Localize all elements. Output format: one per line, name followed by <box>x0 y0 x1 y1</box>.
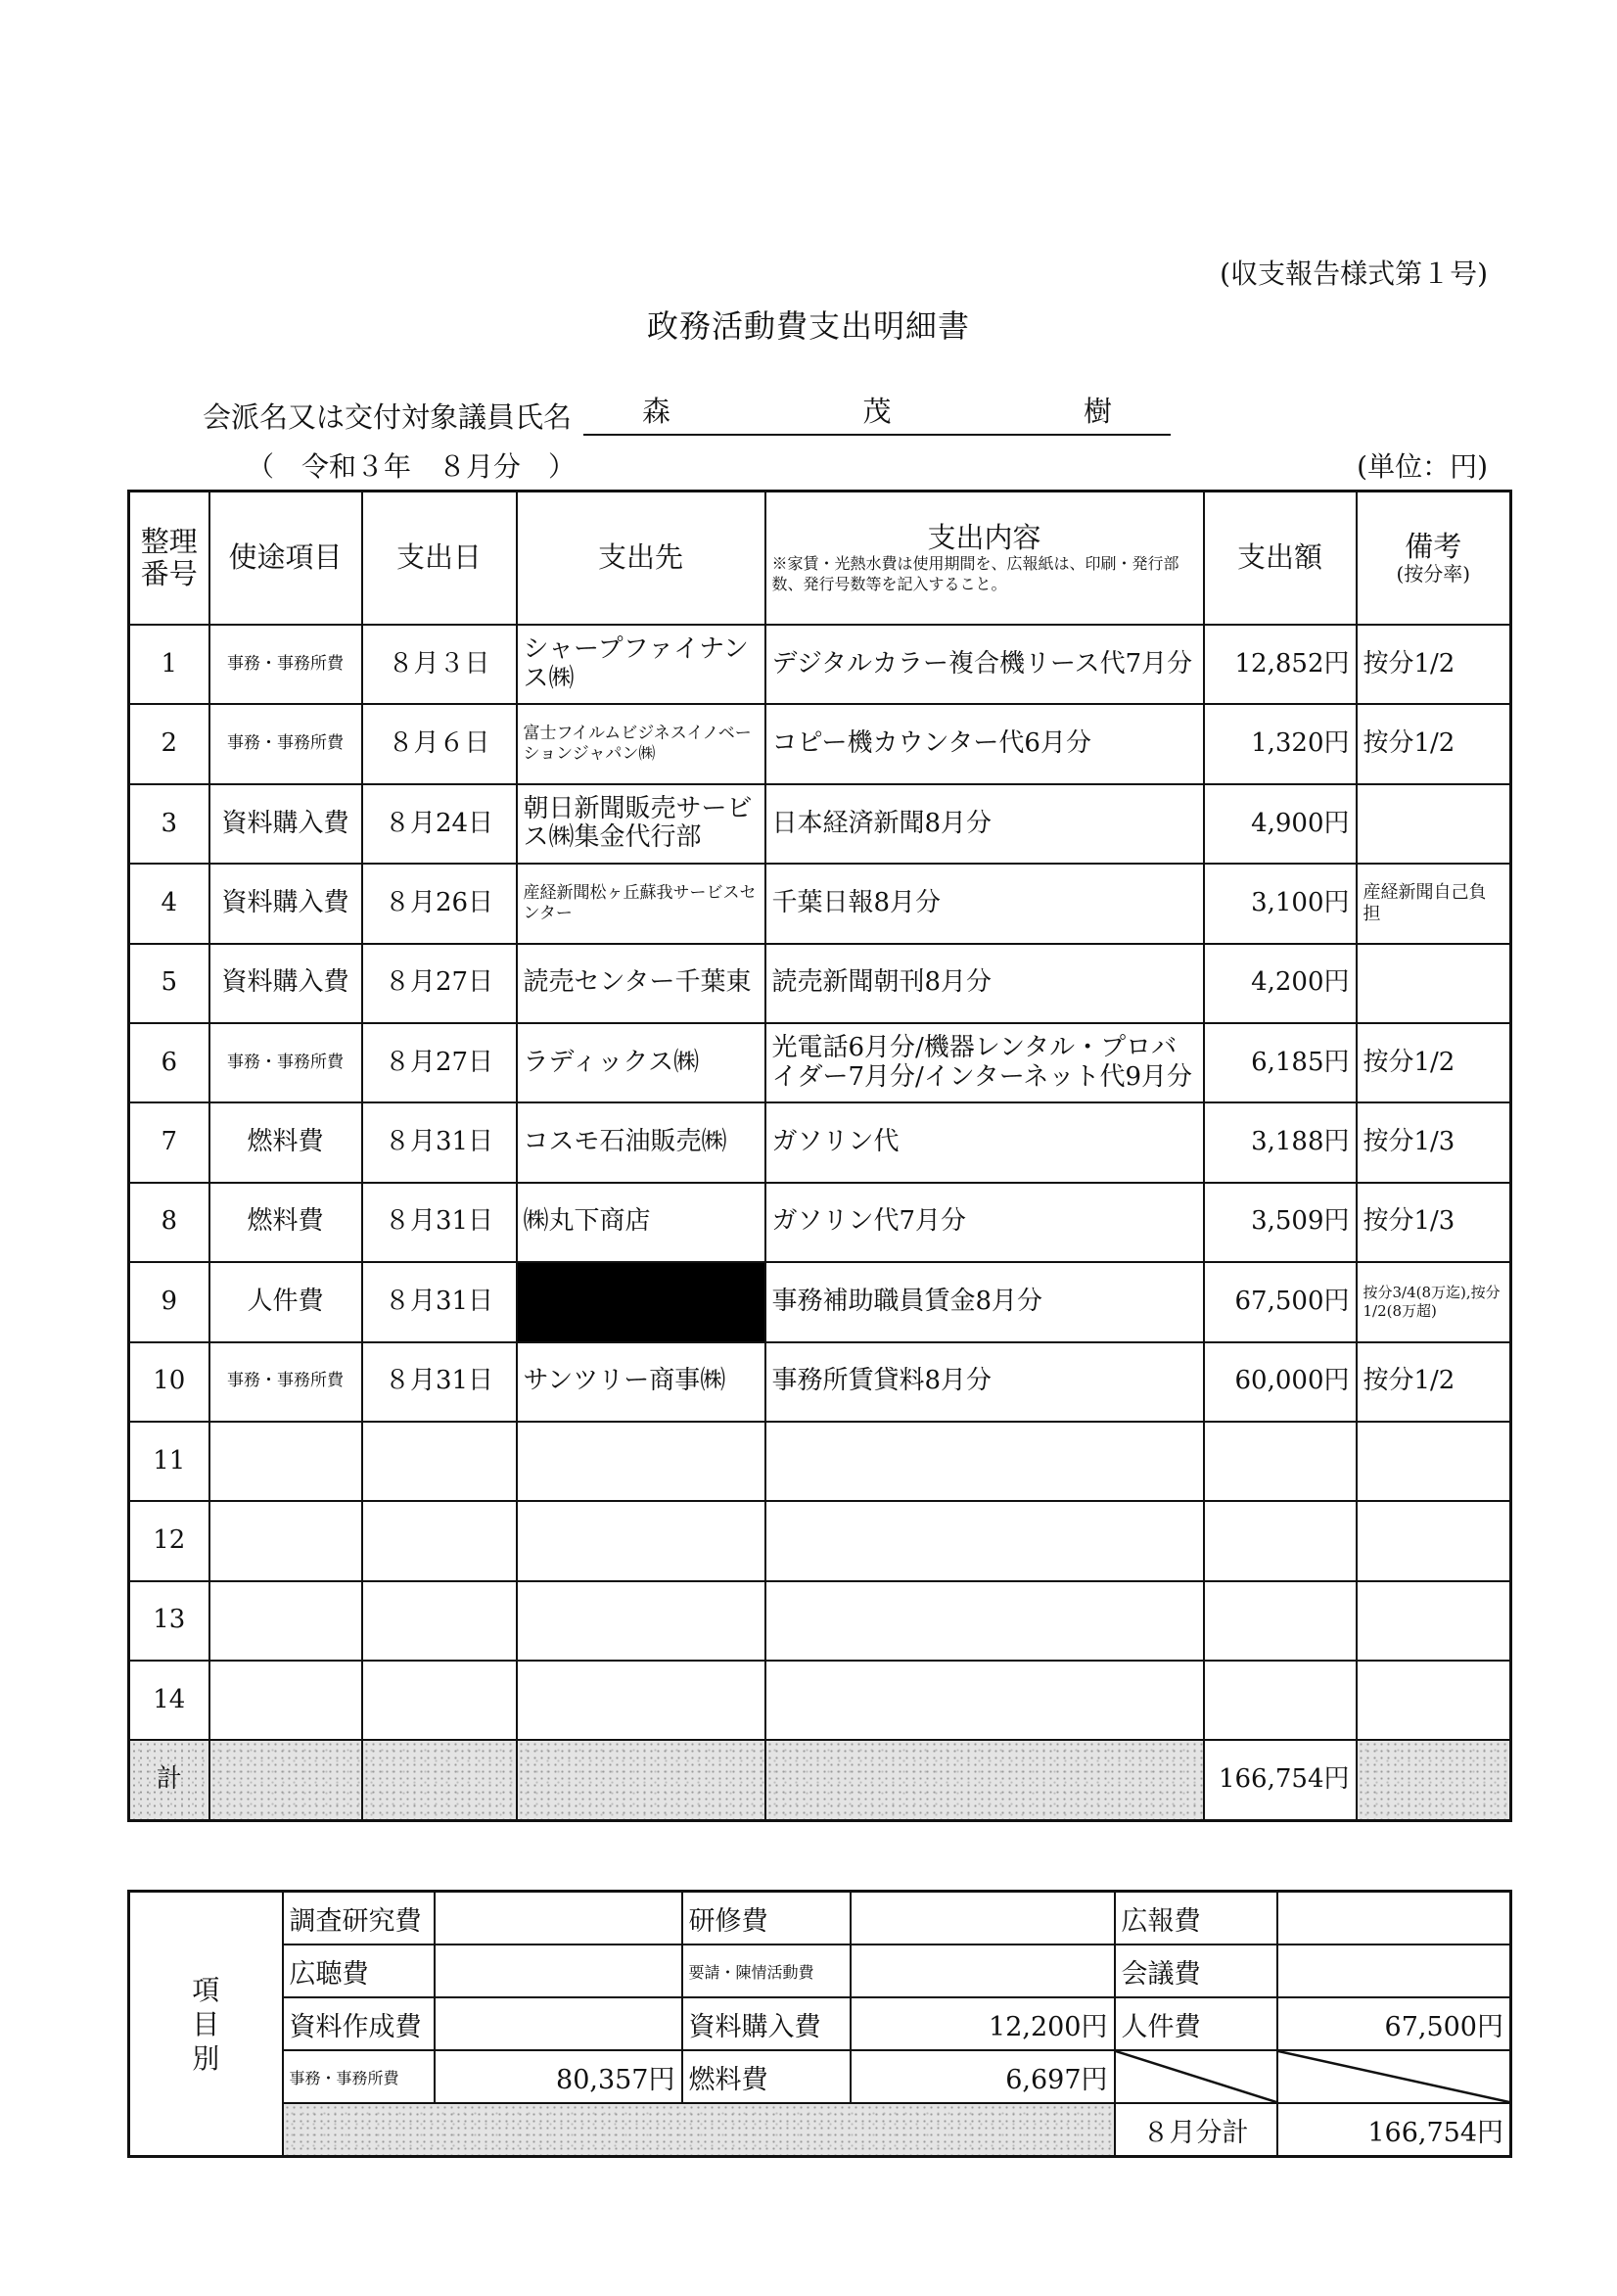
pr-value <box>1277 1892 1511 1945</box>
row-content <box>765 1581 1204 1661</box>
row-note <box>1357 944 1511 1023</box>
header-no: 整理番号 <box>129 492 209 626</box>
header-content-label: 支出内容 <box>927 520 1041 554</box>
row-date <box>362 1661 517 1740</box>
row-note <box>1357 1581 1511 1661</box>
row-amount: 6,185円 <box>1204 1023 1357 1102</box>
fuel-value: 6,697円 <box>851 2050 1115 2103</box>
total-shaded-cell <box>517 1740 765 1820</box>
office-label: 事務・事務所費 <box>283 2050 435 2103</box>
table-row <box>129 1342 1511 1422</box>
form-number: (収支報告様式第１号) <box>1220 258 1488 290</box>
row-payee <box>517 1422 765 1501</box>
row-payee <box>517 1501 765 1580</box>
row-date: ８月24日 <box>362 784 517 864</box>
member-name-part: 森 <box>642 395 671 428</box>
training-label: 研修費 <box>682 1892 851 1945</box>
row-number: 2 <box>129 704 209 783</box>
row-date: ８月31日 <box>362 1262 517 1341</box>
row-purpose <box>209 1501 362 1580</box>
category-table <box>127 1890 1512 2158</box>
expense-table <box>127 490 1512 1822</box>
row-date: ８月27日 <box>362 1023 517 1102</box>
total-shaded-cell <box>362 1740 517 1820</box>
row-purpose <box>209 1661 362 1740</box>
row-payee: 朝日新聞販売サービス㈱集金代行部 <box>517 784 765 864</box>
row-note: 按分1/2 <box>1357 1023 1511 1102</box>
total-shaded-cell <box>209 1740 362 1820</box>
member-name-part: 茂 <box>862 395 892 428</box>
row-payee: 読売センター千葉東 <box>517 944 765 1023</box>
row-amount: 3,100円 <box>1204 864 1357 943</box>
row-amount <box>1204 1422 1357 1501</box>
row-amount: 3,509円 <box>1204 1183 1357 1262</box>
row-content: ガソリン代7月分 <box>765 1183 1204 1262</box>
total-shaded-cell <box>765 1740 1204 1820</box>
table-header-row <box>129 492 1511 626</box>
table-row <box>129 1023 1511 1102</box>
row-number: 9 <box>129 1262 209 1341</box>
row-date: ８月31日 <box>362 1102 517 1182</box>
materials-creation-value <box>435 1997 682 2050</box>
row-purpose: 資料購入費 <box>209 784 362 864</box>
header-note-sub: (按分率) <box>1396 562 1471 586</box>
row-date: ８月31日 <box>362 1342 517 1422</box>
row-payee: 富士フイルムビジネスイノベーションジャパン㈱ <box>517 704 765 783</box>
summary-shaded-cell <box>283 2103 1115 2157</box>
table-row <box>129 704 1511 783</box>
row-content: 読売新聞朝刊8月分 <box>765 944 1204 1023</box>
table-row <box>129 1661 1511 1740</box>
materials-creation-label: 資料作成費 <box>283 1997 435 2050</box>
row-note: 按分1/3 <box>1357 1102 1511 1182</box>
document-title: 政務活動費支出明細書 <box>646 307 970 345</box>
month-total-value: 166,754円 <box>1277 2103 1511 2157</box>
row-purpose: 事務・事務所費 <box>209 1023 362 1102</box>
petition-label: 要請・陳情活動費 <box>682 1945 851 1997</box>
row-number: 6 <box>129 1023 209 1102</box>
personnel-value: 67,500円 <box>1277 1997 1511 2050</box>
table-row <box>129 864 1511 943</box>
member-name <box>583 390 1171 436</box>
meeting-value <box>1277 1945 1511 1997</box>
table-row <box>129 1581 1511 1661</box>
row-number: 14 <box>129 1661 209 1740</box>
header-purpose: 使途項目 <box>209 492 362 626</box>
row-date: ８月27日 <box>362 944 517 1023</box>
row-number: 5 <box>129 944 209 1023</box>
table-row <box>129 625 1511 704</box>
header-payee: 支出先 <box>517 492 765 626</box>
header-note-label: 備考 <box>1405 529 1462 563</box>
header-note <box>1357 492 1511 626</box>
redacted-payee <box>517 1262 765 1341</box>
table-row <box>129 784 1511 864</box>
row-content <box>765 1422 1204 1501</box>
fuel-label: 燃料費 <box>682 2050 851 2103</box>
row-purpose <box>209 1581 362 1661</box>
row-date: ８月６日 <box>362 704 517 783</box>
row-content: 光電話6月分/機器レンタル・プロバイダー7月分/インターネット代9月分 <box>765 1023 1204 1102</box>
row-purpose: 資料購入費 <box>209 864 362 943</box>
row-number: 3 <box>129 784 209 864</box>
header-date: 支出日 <box>362 492 517 626</box>
row-note <box>1357 784 1511 864</box>
personnel-label: 人件費 <box>1115 1997 1277 2050</box>
row-date <box>362 1422 517 1501</box>
row-content: 事務所賃貸料8月分 <box>765 1342 1204 1422</box>
row-number: 11 <box>129 1422 209 1501</box>
row-payee: ㈱丸下商店 <box>517 1183 765 1262</box>
table-row <box>129 1183 1511 1262</box>
row-amount: 4,900円 <box>1204 784 1357 864</box>
row-purpose <box>209 1422 362 1501</box>
materials-purchase-label: 資料購入費 <box>682 1997 851 2050</box>
period: （ 令和３年 ８月分 ） <box>247 450 577 483</box>
row-amount: 12,852円 <box>1204 625 1357 704</box>
table-row <box>129 1102 1511 1182</box>
row-note <box>1357 1501 1511 1580</box>
meeting-label: 会議費 <box>1115 1945 1277 1997</box>
row-note <box>1357 1422 1511 1501</box>
row-amount <box>1204 1501 1357 1580</box>
member-label: 会派名又は交付対象議員氏名 <box>203 400 573 434</box>
row-number: 13 <box>129 1581 209 1661</box>
row-date <box>362 1501 517 1580</box>
table-row <box>129 944 1511 1023</box>
office-value: 80,357円 <box>435 2050 682 2103</box>
header-content-note: ※家賃・光熱水費は使用期間を、広報紙は、印刷・発行部数、発行号数等を記入すること。 <box>771 553 1179 593</box>
table-row <box>129 1262 1511 1341</box>
row-note: 産経新聞自己負担 <box>1357 864 1511 943</box>
research-label: 調査研究費 <box>283 1892 435 1945</box>
row-number: 7 <box>129 1102 209 1182</box>
row-date: ８月26日 <box>362 864 517 943</box>
row-payee: コスモ石油販売㈱ <box>517 1102 765 1182</box>
row-purpose: 資料購入費 <box>209 944 362 1023</box>
pr-label: 広報費 <box>1115 1892 1277 1945</box>
row-note: 按分1/2 <box>1357 625 1511 704</box>
total-amount: 166,754円 <box>1204 1740 1357 1820</box>
training-value <box>851 1892 1115 1945</box>
row-payee <box>517 1581 765 1661</box>
diagonal-empty-cell <box>1277 2050 1511 2103</box>
row-content: デジタルカラー複合機リース代7月分 <box>765 625 1204 704</box>
row-content: コピー機カウンター代6月分 <box>765 704 1204 783</box>
row-number: 1 <box>129 625 209 704</box>
row-date: ８月３日 <box>362 625 517 704</box>
materials-purchase-value: 12,200円 <box>851 1997 1115 2050</box>
row-payee: ラディックス㈱ <box>517 1023 765 1102</box>
row-date <box>362 1581 517 1661</box>
table-row <box>129 1501 1511 1580</box>
row-purpose: 人件費 <box>209 1262 362 1341</box>
row-content <box>765 1501 1204 1580</box>
table-row <box>129 1422 1511 1501</box>
row-payee: 産経新聞松ヶ丘蘇我サービスセンター <box>517 864 765 943</box>
diagonal-empty-cell <box>1115 2050 1277 2103</box>
category-label: 項目別 <box>129 1892 283 2157</box>
row-payee <box>517 1661 765 1740</box>
petition-value <box>851 1945 1115 1997</box>
row-note: 按分1/3 <box>1357 1183 1511 1262</box>
row-content <box>765 1661 1204 1740</box>
row-content: ガソリン代 <box>765 1102 1204 1182</box>
row-purpose: 事務・事務所費 <box>209 1342 362 1422</box>
row-note: 按分1/2 <box>1357 1342 1511 1422</box>
row-note: 按分1/2 <box>1357 704 1511 783</box>
row-amount: 1,320円 <box>1204 704 1357 783</box>
row-note <box>1357 1661 1511 1740</box>
row-payee: サンツリー商事㈱ <box>517 1342 765 1422</box>
hearing-label: 広聴費 <box>283 1945 435 1997</box>
row-amount: 4,200円 <box>1204 944 1357 1023</box>
total-row <box>129 1740 1511 1820</box>
row-amount <box>1204 1581 1357 1661</box>
row-note: 按分3/4(8万迄),按分1/2(8万超) <box>1357 1262 1511 1341</box>
row-amount: 60,000円 <box>1204 1342 1357 1422</box>
header-amount: 支出額 <box>1204 492 1357 626</box>
total-shaded-cell <box>1357 1740 1511 1820</box>
row-number: 4 <box>129 864 209 943</box>
total-label: 計 <box>129 1740 209 1820</box>
row-amount: 67,500円 <box>1204 1262 1357 1341</box>
month-total-label: ８月分計 <box>1115 2103 1277 2157</box>
hearing-value <box>435 1945 682 1997</box>
member-name-part: 樹 <box>1083 395 1112 428</box>
research-value <box>435 1892 682 1945</box>
header-content <box>765 492 1204 626</box>
row-amount: 3,188円 <box>1204 1102 1357 1182</box>
row-purpose: 事務・事務所費 <box>209 625 362 704</box>
row-payee: シャープファイナンス㈱ <box>517 625 765 704</box>
row-content: 事務補助職員賃金8月分 <box>765 1262 1204 1341</box>
row-date: ８月31日 <box>362 1183 517 1262</box>
row-content: 日本経済新聞8月分 <box>765 784 1204 864</box>
row-amount <box>1204 1661 1357 1740</box>
member-line <box>203 390 1171 436</box>
row-number: 12 <box>129 1501 209 1580</box>
row-purpose: 燃料費 <box>209 1102 362 1182</box>
row-number: 8 <box>129 1183 209 1262</box>
row-purpose: 燃料費 <box>209 1183 362 1262</box>
row-content: 千葉日報8月分 <box>765 864 1204 943</box>
unit-label: (単位：円) <box>1357 450 1488 483</box>
row-purpose: 事務・事務所費 <box>209 704 362 783</box>
row-number: 10 <box>129 1342 209 1422</box>
